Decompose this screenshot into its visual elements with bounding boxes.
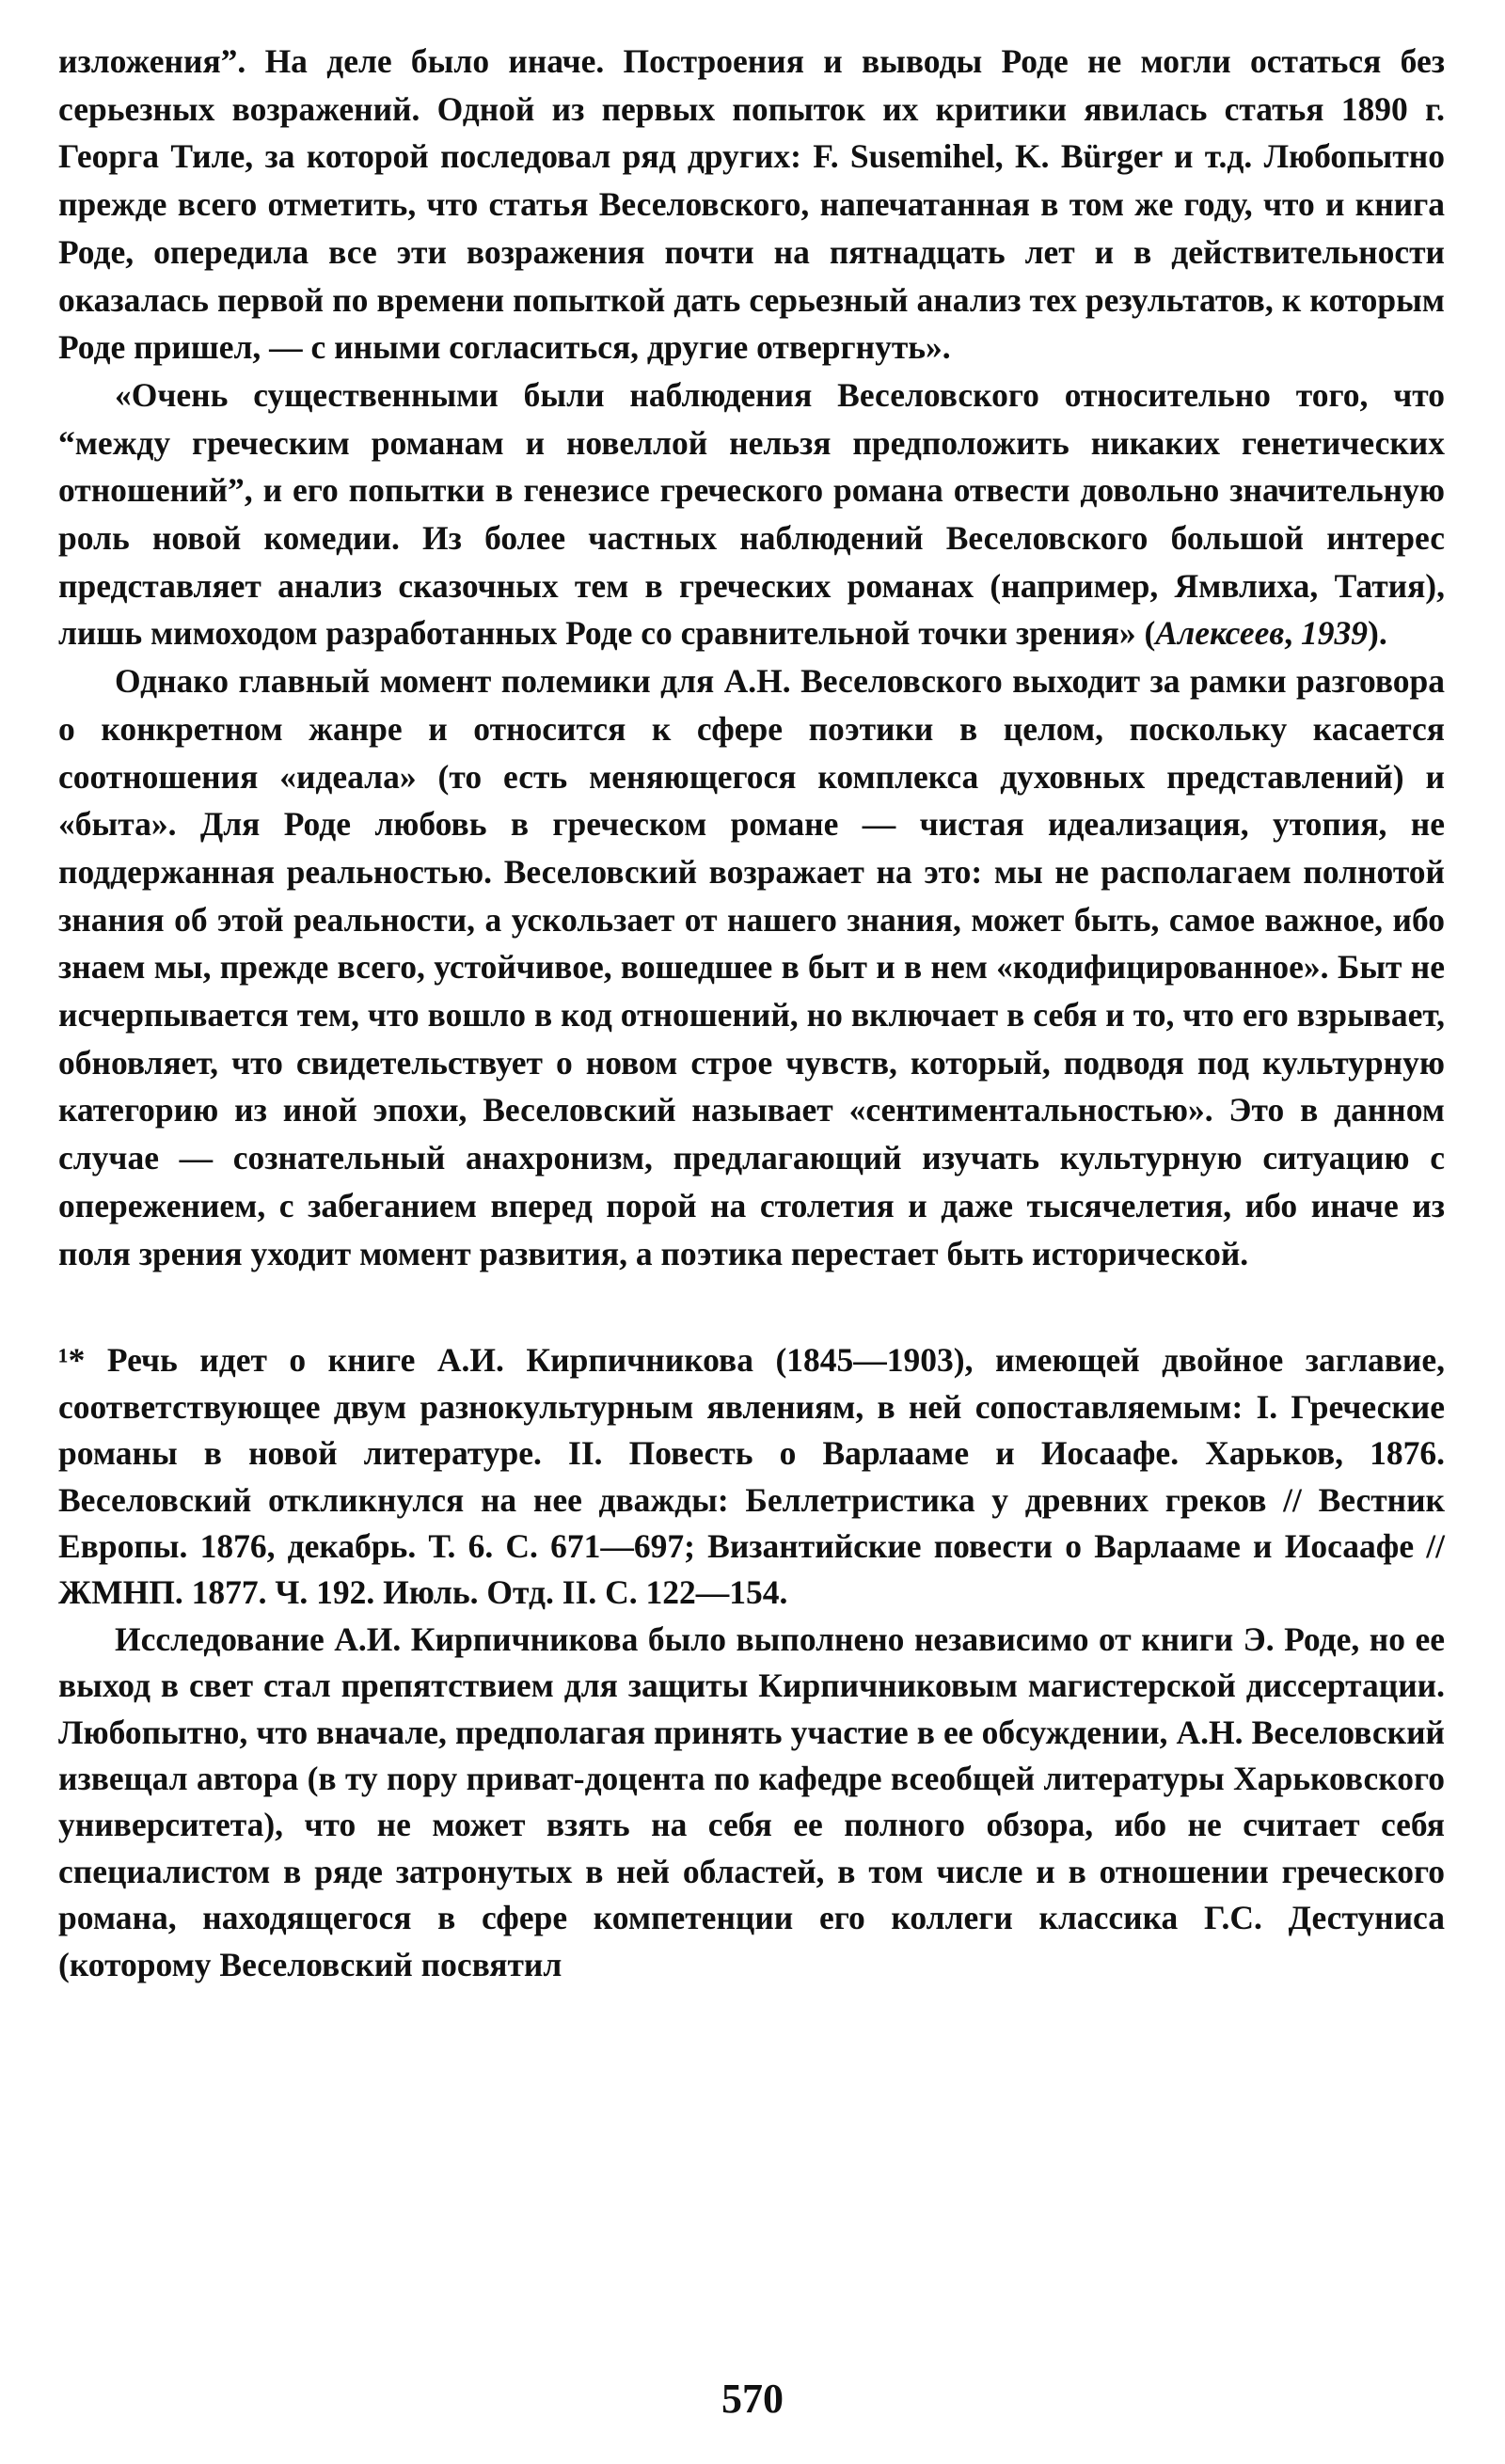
page-number: 570 — [721, 2376, 784, 2422]
main-text — [58, 38, 1445, 1277]
page — [58, 38, 1445, 1988]
text-segment: Однако главный момент полемики для А.Н. Веселовского выходит за рамки разговора о конкретном жанре и относится к сфере поэтики в целом, поскольку касается соотношения «идеала» (то есть меняющегося комплекса духовных представлений) и «быта». Для Роде любовь в греческом романе — чистая идеализация, утопия, не поддержанная реальностью. Веселовский возражает на это: мы не располагаем полнотой знания об этой реальности, а ускользает от нашего знания, может быть, самое важное, ибо знаем мы, прежде всего, устойчивое, вошедшее в быт и в нем «кодифицированное». Быт не исчерпывается тем, что вошло в код отношений, но включает в себя и то, что его взрывает, обновляет, что свидетельствует о новом строе чувств, который, подводя под культурную категорию из иной эпохи, Веселовский называет «сентиментальностью». Это в данном случае — сознательный анахронизм, предлагающий изучать культурную ситуацию с опережением, с забеганием вперед порой на столетия и даже тысячелетия, ибо иначе из поля зрения уходит момент развития, а поэтика перестает быть исторической. — [58, 662, 1445, 1272]
text-segment: ¹* Речь идет о книге А.И. Кирпичникова (1845—1903), имеющей двойное заглавие, соответствующее двум разнокультурным явлениям, в ней сопоставляемым: I. Греческие романы в новой литературе. II. Повесть о Варлааме и Иосаафе. Харьков, 1876. Веселовский откликнулся на нее дважды: Беллетристика у древних греков // Вестник Европы. 1876, декабрь. Т. 6. С. 671—697; Византийские повести о Варлааме и Иосаафе // ЖМНП. 1877. Ч. 192. Июль. Отд. II. С. 122—154. — [58, 1341, 1445, 1612]
text-segment: ). — [1368, 614, 1387, 653]
text-segment: изложения”. На деле было иначе. Построения и выводы Роде не могли остаться без серьезных возражений. Одной из первых попыток их критики явилась статья 1890 г. Георга Тиле, за которой последовал ряд других: F. Susemihel, K. Bürger и т.д. Любопытно прежде всего отметить, что статья Веселовского, напечатанная в том же году, что и книга Роде, опередила все эти возражения почти на пятнадцать лет и в действительности оказалась первой по времени попыткой дать серьезный анализ тех результатов, к которым Роде пришел, — с иными согласиться, другие отвергнуть». — [58, 42, 1445, 367]
body-paragraph-2 — [58, 371, 1445, 657]
body-paragraph-3 — [58, 657, 1445, 1277]
italic-text-segment: 1939 — [1301, 614, 1369, 653]
text-segment: Исследование А.И. Кирпичникова было выполнено независимо от книги Э. Роде, но ее выход в свет стал препятствием для защиты Кирпичниковым магистерской диссертации. Любопытно, что вначале, предполагая принять участие в ее обсуждении, А.Н. Веселовский извещал автора (в ту пору приват-доцента по кафедре всеобщей литературы Харьковского университета), что не может взять на себя ее полного обзора, ибо не считает себя специалистом в ряде затронутых в ней областей, в том числе и в отношении греческого романа, находящегося в сфере компетенции его коллеги классика Г.С. Дестуниса (которому Веселовский посвятил — [58, 1619, 1445, 1983]
footnote-paragraph-1 — [58, 1337, 1445, 1616]
text-segment: «Очень существенными были наблюдения Веселовского относительно того, что “между греческим романам и новеллой нельзя предположить никаких генетических отношений”, и его попытки в генезисе греческого романа отвести довольно значительную роль новой комедии. Из более частных наблюдений Веселовского большой интерес представляет анализ сказочных тем в греческих романах (например, Ямвлиха, Татия), лишь мимоходом разработанных Роде со сравнительной точки зрения» ( — [58, 375, 1445, 653]
body-paragraph-1 — [58, 38, 1445, 371]
italic-text-segment: Алексеев — [1155, 614, 1285, 653]
text-segment: , — [1284, 614, 1302, 653]
footnotes — [58, 1337, 1445, 1988]
footnote-paragraph-2 — [58, 1617, 1445, 1988]
